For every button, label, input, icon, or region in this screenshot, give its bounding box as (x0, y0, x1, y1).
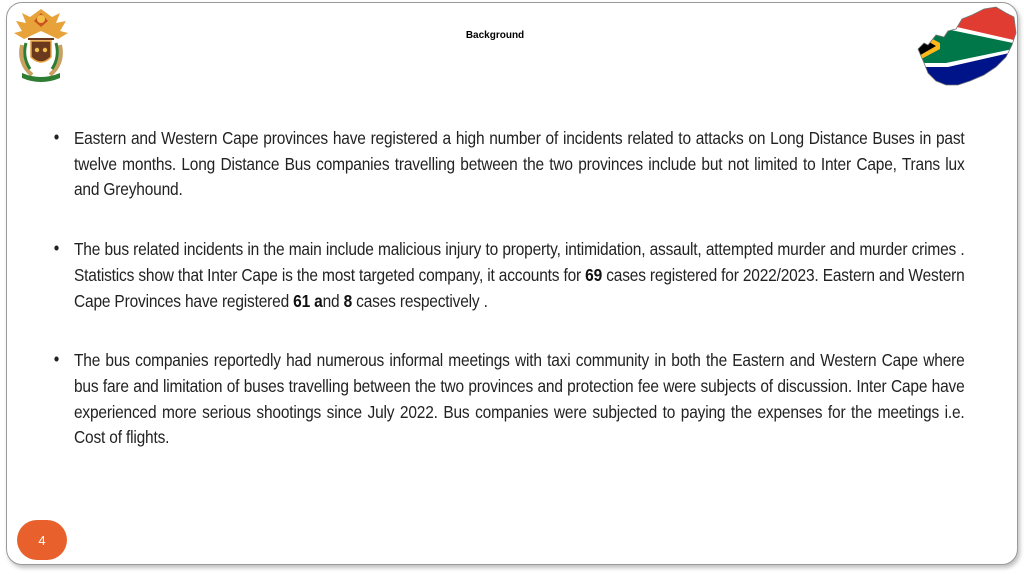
bullet-item (52, 348, 965, 451)
bullet-text: cases respectively . (352, 290, 488, 311)
bullet-text: The bus related incidents in the main include malicious injury to property, intimidation, assault, attempted murder and murder crimes . Statistics show that Inter Cape is the most targeted company, it accounts for (74, 239, 965, 285)
bullet-bold-value: 69 (585, 264, 603, 285)
bullet-item (52, 126, 965, 203)
south-africa-flag-map-icon (914, 5, 1018, 87)
bullet-text: The bus companies reportedly had numerous informal meetings with taxi community in both the Eastern and Western Cape where bus fare and limitation of buses travelling between the two provinces and protection fee were subjects of discussion. Inter Cape have experienced more serious shootings since July 2022. Bus companies were subjected to paying the expenses for the meetings i.e. Cost of flights. (74, 350, 965, 448)
bullet-list (52, 126, 964, 485)
bullet-text: Eastern and Western Cape provinces have registered a high number of incidents related to attacks on Long Distance Buses in past twelve months. Long Distance Bus companies travelling between the two provinces include but not limited to Inter Cape, Trans lux and Greyhound. (74, 128, 965, 200)
bullet-text: nd (322, 290, 344, 311)
bullet-bold-value: 8 (343, 290, 353, 311)
bullet-bold-value: 61 a (293, 290, 323, 311)
slide-title: Background (465, 30, 525, 41)
page-number-badge: 4 (17, 520, 67, 560)
bullet-text: cases registered for 2022/2023. Eastern and Western Cape Provinces have registered (74, 264, 965, 311)
coat-of-arms-icon (8, 5, 74, 83)
bullet-item (52, 237, 965, 314)
